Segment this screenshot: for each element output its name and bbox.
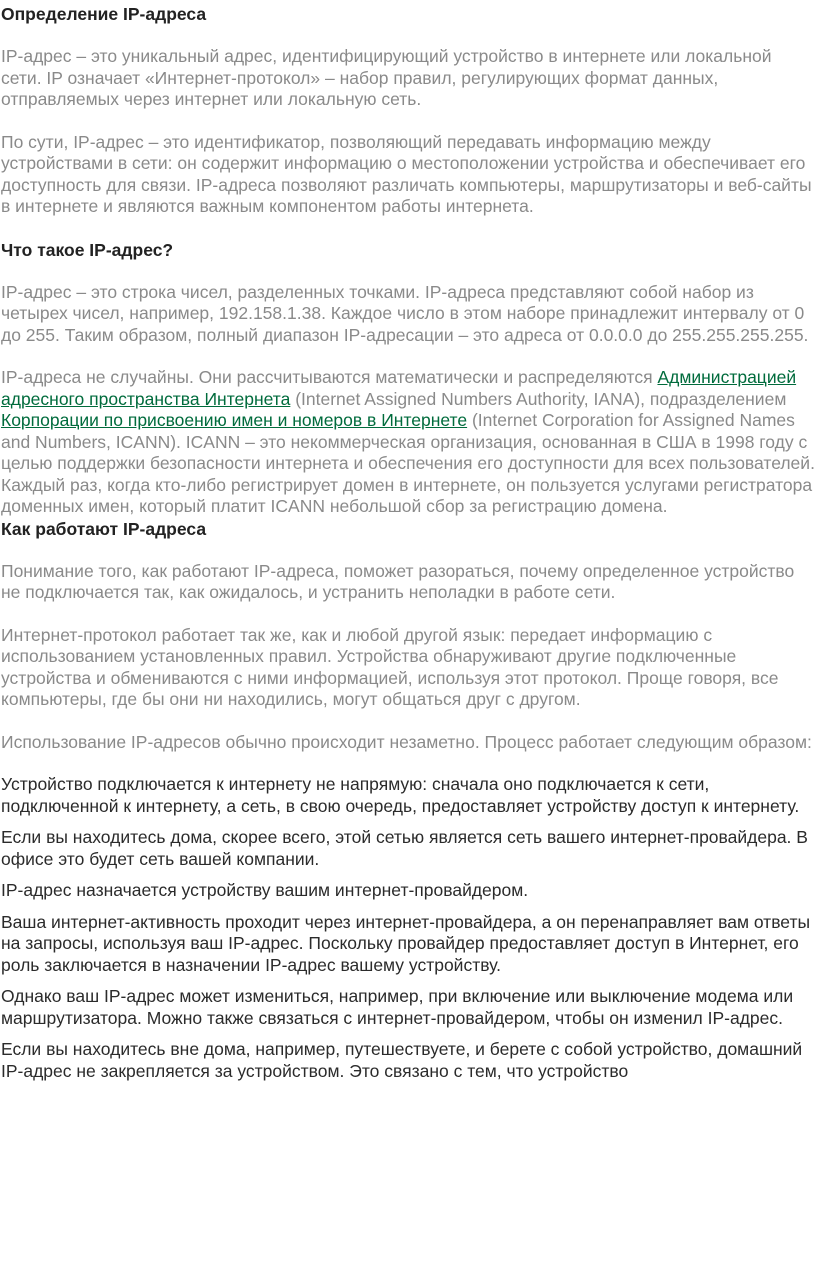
paragraph-process-intro: Использование IP-адресов обычно происходит незаметно. Процесс работает следующим образом: <box>1 731 812 752</box>
paragraph-ip-intro: IP-адрес – это уникальный адрес, идентифицирующий устройство в интернете или локальной сети. IP означает «Интернет-протокол» – набор правил, регулирующих формат данных, отправляемых через интернет или локальную сеть. <box>1 46 772 109</box>
iana-text-before: IP-адреса не случайны. Они рассчитываются математически и распределяются <box>1 367 658 387</box>
step-item: Устройство подключается к интернету не напрямую: сначала оно подключается к сети, подключенной к интернету, а сеть, в свою очередь, предоставляет устройству доступ к интернету. <box>1 774 800 816</box>
step-item: Если вы находитесь вне дома, например, путешествуете, и берете с собой устройство, домашний IP-адрес не закрепляется за устройством. Это связано с тем, что устройство <box>1 1039 803 1081</box>
step-item: IP-адрес назначается устройству вашим интернет-провайдером. <box>1 880 529 900</box>
iana-link[interactable]: Администрацией адресного пространства Интернета <box>1 367 797 409</box>
step-item: Ваша интернет-активность проходит через интернет-провайдера, а он перенаправляет вам ответы на запросы, используя ваш IP-адрес. Поскольку провайдер предоставляет доступ в Интернет, его роль заключается в назначении IP-адрес вашему устройству. <box>1 911 811 975</box>
icann-text-after: (Internet Corporation for Assigned Names and Numbers, ICANN). ICANN – это некоммерческая организация, основанная в США в 1998 году с целью поддержки безопасности интернета и обеспечения его доступности для всех пользователей. Каждый раз, когда кто-либо регистрирует домен в интернете, он пользуется услугами регистратора доменных имен, который платит ICANN небольшой сбор за регистрацию домена. <box>1 410 815 516</box>
paragraph-protocol: Интернет-протокол работает так же, как и любой другой язык: передает информацию с использованием установленных правил. Устройства обнаруживают другие подключенные устройства и обмениваются с ними информацией, используя этот протокол. Проще говоря, все компьютеры, где бы они ни находились, могут общаться друг с другом. <box>1 624 779 709</box>
heading-ip-definition: Определение IP-адреса <box>1 4 207 24</box>
paragraph-understanding: Понимание того, как работают IP-адреса, поможет разораться, почему определенное устройство не подключается так, как ожидалось, и устранить неполадки в работе сети. <box>1 560 795 602</box>
iana-text-between: (Internet Assigned Numbers Authority, IANA), подразделением <box>290 388 787 409</box>
paragraph-ip-identifier: По сути, IP-адрес – это идентификатор, позволяющий передавать информацию между устройствами в сети: он содержит информацию о местоположении устройства и обеспечивает его доступность для связи. IP-адреса позволяют различать компьютеры, маршрутизаторы и веб-сайты в интернете и являются важным компонентом работы интернета. <box>1 131 812 216</box>
paragraph-iana-icann <box>1 367 816 518</box>
icann-link[interactable]: Корпорации по присвоению имен и номеров в Интернете <box>1 410 468 430</box>
heading-what-is-ip: Что такое IP-адрес? <box>1 239 174 260</box>
heading-how-ip-works: Как работают IP-адреса <box>1 518 207 539</box>
step-item: Если вы находитесь дома, скорее всего, этой сетью является сеть вашего интернет-провайдера. В офисе это будет сеть вашей компании. <box>1 827 808 869</box>
step-item: Однако ваш IP-адрес может измениться, например, при включение или выключение модема или маршрутизатора. Можно также связаться с интернет-провайдером, чтобы он изменил IP-адрес. <box>1 986 794 1028</box>
paragraph-ip-format: IP-адрес – это строка чисел, разделенных точками. IP-адреса представляют собой набор из четырех чисел, например, 192.158.1.38. Каждое число в этом наборе принадлежит интервалу от 0 до 255. Таким образом, полный диапазон IP-адресации – это адреса от 0.0.0.0 до 255.255.255.255. <box>1 281 809 345</box>
